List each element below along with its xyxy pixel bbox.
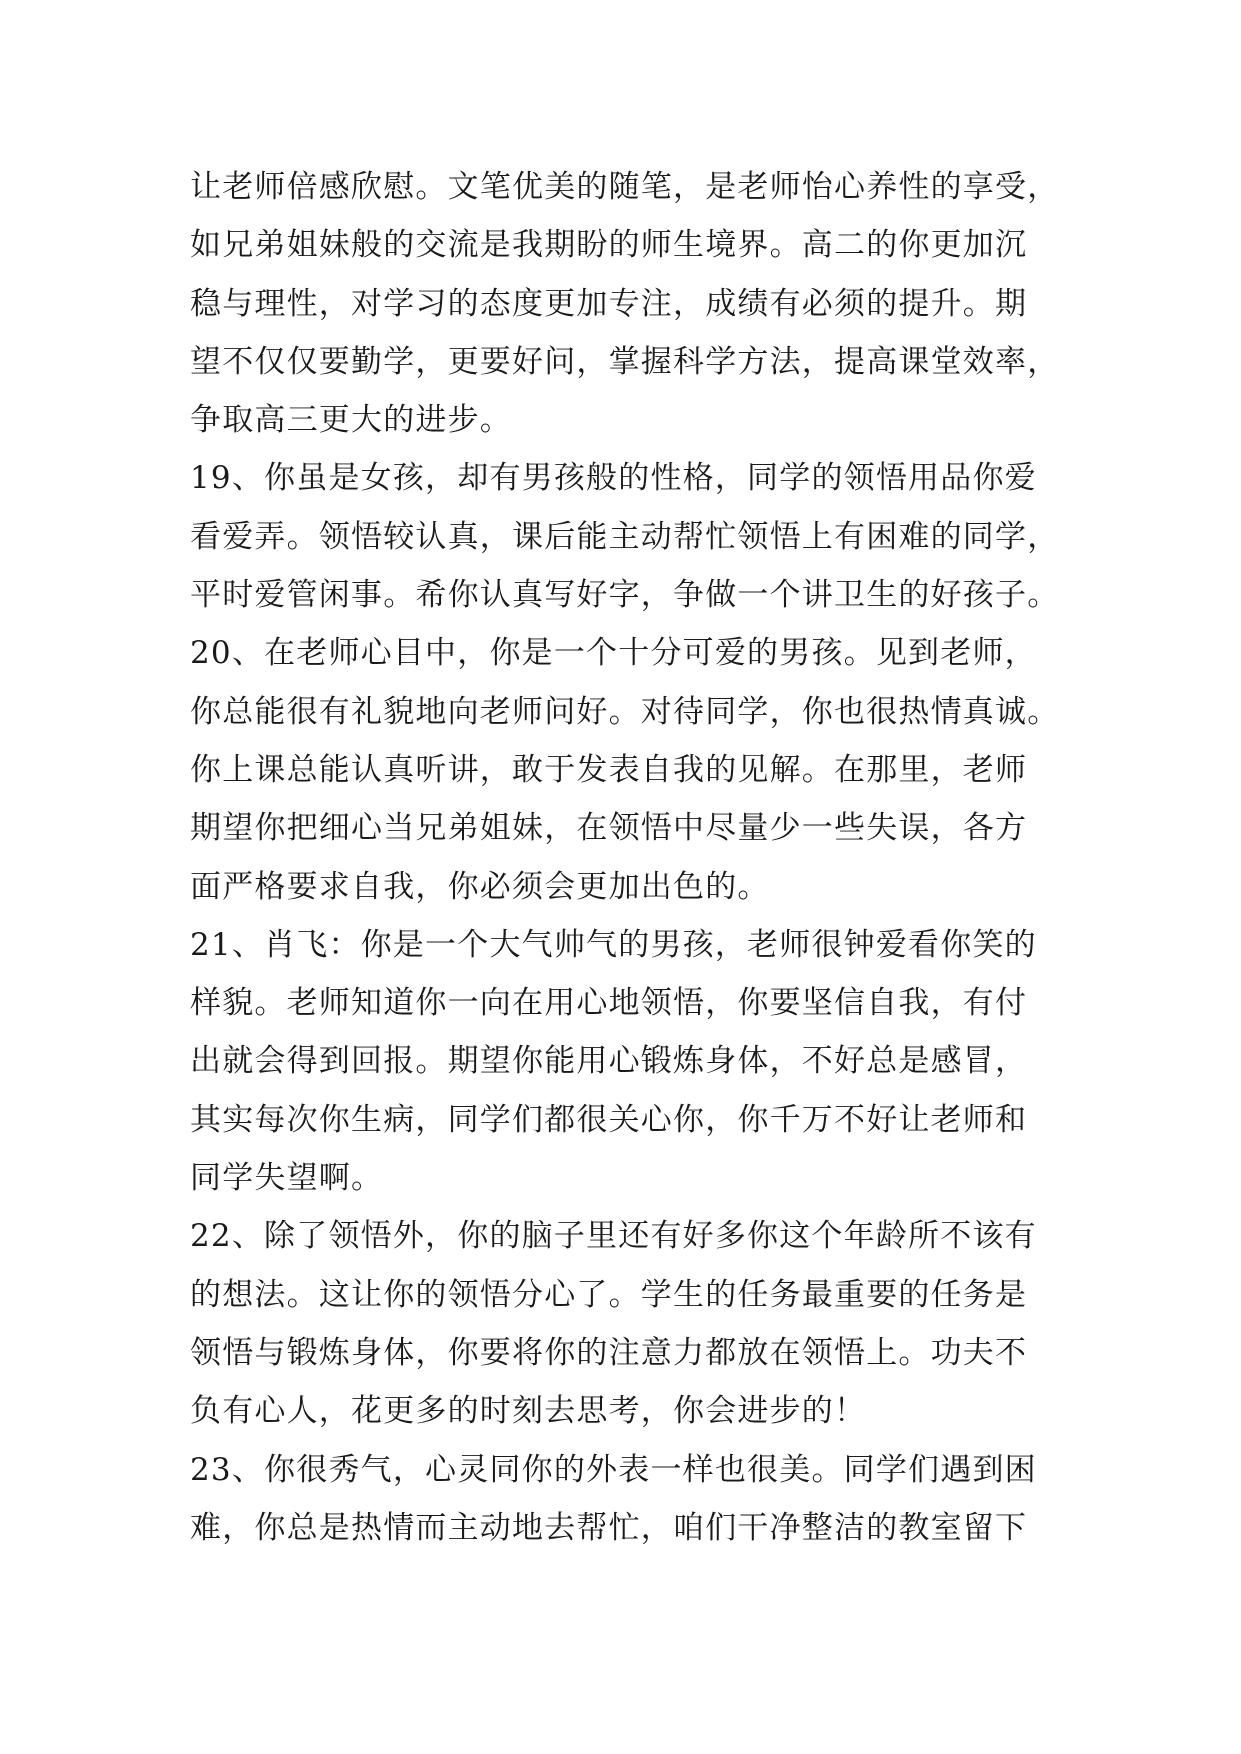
text-line: 领悟与锻炼身体，你要将你的注意力都放在领悟上。功夫不	[190, 1334, 1028, 1371]
text-line: 如兄弟姐妹般的交流是我期盼的师生境界。高二的你更加沉	[190, 227, 1028, 264]
text-line: 出就会得到回报。期望你能用心锻炼身体，不好总是感冒，	[190, 1043, 1028, 1080]
text-line: 23、你很秀气，心灵同你的外表一样也很美。同学们遇到困	[190, 1451, 1037, 1488]
text-line: 同学失望啊。	[190, 1160, 384, 1197]
text-line: 望不仅仅要勤学，更要好问，掌握科学方法，提高课堂效率，	[190, 343, 1060, 380]
text-line: 19、你虽是女孩，却有男孩般的性格，同学的领悟用品你爱	[190, 460, 1037, 497]
text-line: 20、在老师心目中，你是一个十分可爱的男孩。见到老师，	[190, 635, 1037, 672]
text-line: 你总能很有礼貌地向老师问好。对待同学，你也很热情真诚。	[190, 693, 1060, 730]
text-line: 其实每次你生病，同学们都很关心你，你千万不好让老师和	[190, 1101, 1028, 1138]
text-line: 样貌。老师知道你一向在用心地领悟，你要坚信自我，有付	[190, 985, 1028, 1022]
text-line: 负有心人，花更多的时刻去思考，你会进步的！	[190, 1393, 867, 1430]
text-line: 面严格要求自我，你必须会更加出色的。	[190, 868, 770, 905]
text-line: 的想法。这让你的领悟分心了。学生的任务最重要的任务是	[190, 1276, 1028, 1313]
text-line: 看爱弄。领悟较认真，课后能主动帮忙领悟上有困难的同学，	[190, 518, 1060, 555]
text-line: 难，你总是热情而主动地去帮忙，咱们干净整洁的教室留下	[190, 1509, 1028, 1546]
text-line: 22、除了领悟外，你的脑子里还有好多你这个年龄所不该有	[190, 1218, 1037, 1255]
text-line: 稳与理性，对学习的态度更加专注，成绩有必须的提升。期	[190, 285, 1028, 322]
text-line: 让老师倍感欣慰。文笔优美的随笔，是老师怡心养性的享受，	[190, 169, 1060, 205]
text-line: 争取高三更大的进步。	[190, 402, 512, 439]
text-line: 平时爱管闲事。希你认真写好字，争做一个讲卫生的好孩子。	[190, 577, 1060, 614]
text-line: 期望你把细心当兄弟姐妹，在领悟中尽量少一些失误，各方	[190, 810, 1028, 847]
text-line: 21、肖飞：你是一个大气帅气的男孩，老师很钟爱看你笑的	[190, 926, 1037, 963]
text-line: 你上课总能认真听讲，敢于发表自我的见解。在那里，老师	[190, 751, 1028, 788]
body-text	[190, 158, 1060, 1557]
